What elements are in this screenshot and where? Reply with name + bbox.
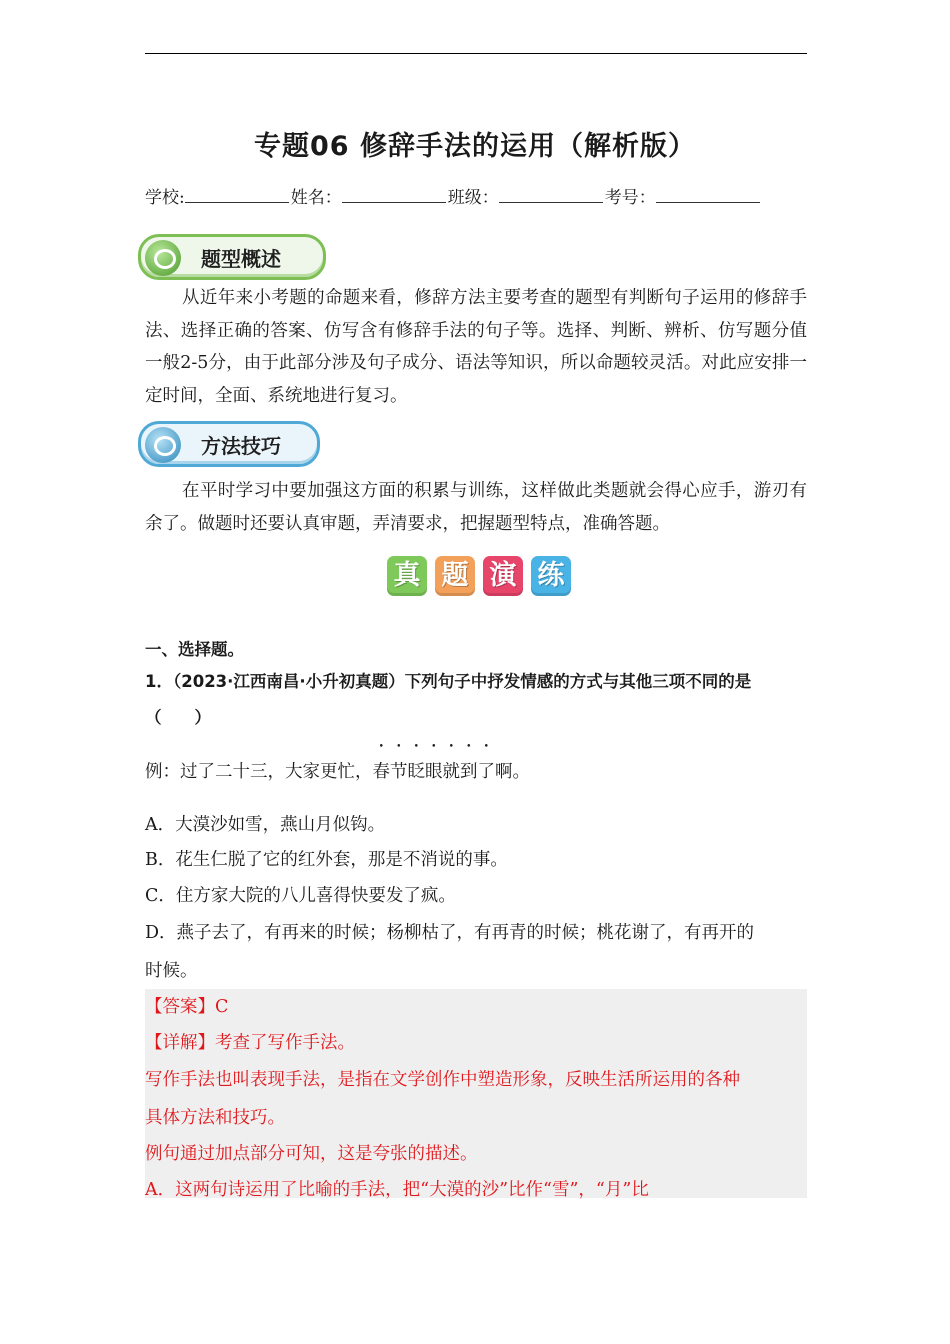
option-d-continued: 时候。 bbox=[145, 961, 198, 981]
school-label: 学校: bbox=[145, 188, 185, 208]
example-prefix: 例：过了二十三，大家更忙， bbox=[145, 762, 373, 782]
method-paragraph: 在平时学习中要加强这方面的积累与训练，这样做此类题就会得心应手，游刃有余了。做题时还要认真审题，弄清要求，把握题型特点，准确答题。 bbox=[145, 481, 807, 534]
emphasis-dotted-text bbox=[373, 758, 496, 783]
practice-tile: 演 bbox=[483, 556, 523, 596]
emphasis-char: 节 bbox=[390, 762, 408, 782]
number-blank bbox=[656, 187, 760, 203]
practice-tile: 真 bbox=[387, 556, 427, 596]
practice-tile: 练 bbox=[531, 556, 571, 596]
answer-line: 【答案】C bbox=[145, 997, 229, 1017]
question-stem: 1．（2023·江西南昌·小升初真题）下列句子中抒发情感的方式与其他三项不同的是（ ） bbox=[145, 672, 752, 727]
emphasis-char: 春 bbox=[372, 762, 390, 782]
emphasis-char: 了 bbox=[477, 762, 495, 782]
answer-panel bbox=[145, 989, 807, 1198]
name-blank bbox=[342, 187, 446, 203]
school-blank bbox=[185, 187, 289, 203]
option-c: C．住方家大院的八儿喜得快要发了疯。 bbox=[145, 886, 456, 906]
example-sentence bbox=[145, 758, 807, 783]
emphasis-char: 到 bbox=[460, 762, 478, 782]
speech-bubble-icon bbox=[145, 240, 181, 276]
class-blank bbox=[499, 187, 603, 203]
method-badge-label: 方法技巧 bbox=[201, 434, 281, 458]
emphasis-char: 眼 bbox=[425, 762, 443, 782]
example-suffix: 啊。 bbox=[495, 762, 530, 782]
option-a: A．大漠沙如雪，燕山月似钩。 bbox=[145, 815, 386, 835]
practice-banner bbox=[387, 556, 571, 596]
method-badge bbox=[138, 421, 320, 467]
emphasis-char: 眨 bbox=[407, 762, 425, 782]
student-info-line bbox=[145, 183, 762, 208]
explanation-line: 例句通过加点部分可知，这是夸张的描述。 bbox=[145, 1144, 478, 1164]
explanation-line: 写作手法也叫表现手法，是指在文学创作中塑造形象，反映生活所运用的各种 bbox=[145, 1070, 740, 1090]
page-title: 专题06 修辞手法的运用（解析版） bbox=[254, 131, 696, 162]
class-label: 班级： bbox=[447, 188, 499, 208]
emphasis-char: 就 bbox=[442, 762, 460, 782]
option-b: B．花生仁脱了它的红外套，那是不消说的事。 bbox=[145, 850, 508, 870]
name-label: 姓名： bbox=[290, 188, 342, 208]
explanation-line: A．这两句诗运用了比喻的手法，把“大漠的沙”比作“雪”，“月”比 bbox=[145, 1180, 649, 1200]
number-label: 考号： bbox=[604, 188, 656, 208]
header-rule bbox=[145, 53, 807, 54]
speech-bubble-icon bbox=[145, 427, 181, 463]
overview-badge-label: 题型概述 bbox=[201, 247, 281, 271]
detail-line: 【详解】考查了写作手法。 bbox=[145, 1033, 355, 1053]
section-heading: 一、选择题。 bbox=[145, 640, 244, 659]
overview-badge bbox=[138, 234, 326, 280]
practice-tile: 题 bbox=[435, 556, 475, 596]
explanation-line: 具体方法和技巧。 bbox=[145, 1108, 285, 1128]
overview-paragraph: 从近年来小考题的命题来看，修辞方法主要考查的题型有判断句子运用的修辞手法、选择正确的答案、仿写含有修辞手法的句子等。选择、判断、辨析、仿写题分值一般2-5分，由于此部分涉及句子成分、语法等知识，所以命题较灵活。对此应安排一定时间，全面、系统地进行复习。 bbox=[145, 288, 807, 406]
option-d: D．燕子去了，有再来的时候；杨柳枯了，有再青的时候；桃花谢了，有再开的 bbox=[145, 923, 755, 943]
